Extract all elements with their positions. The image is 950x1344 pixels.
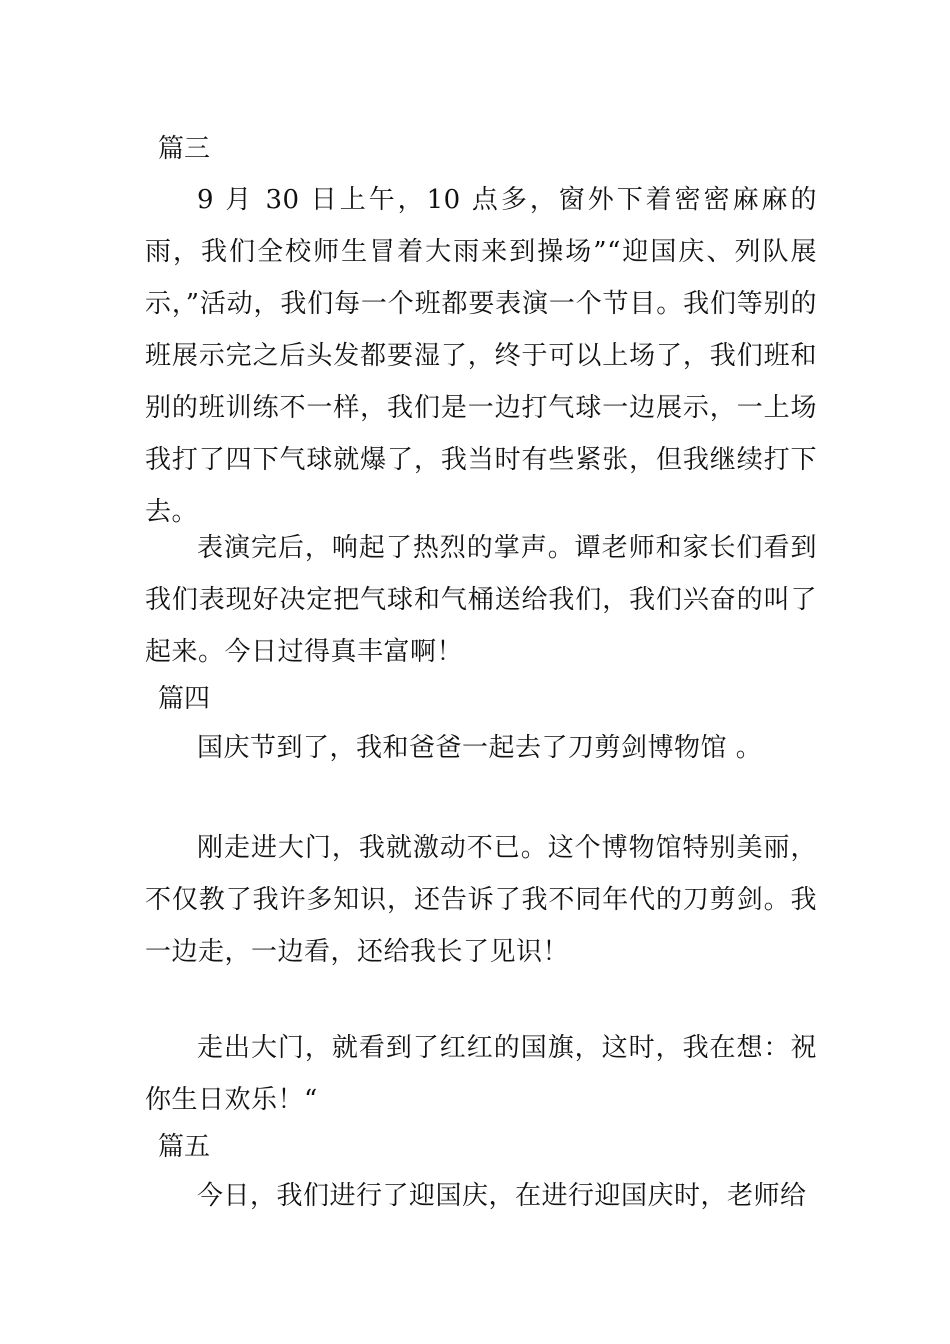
paragraph: 国庆节到了，我和爸爸一起去了刀剪剑博物馆 。: [197, 733, 763, 763]
section-heading-3: 篇三: [158, 134, 211, 164]
paragraph: 今日，我们进行了迎国庆，在进行迎国庆时，老师给: [197, 1181, 807, 1211]
section-heading-4: 篇四: [158, 684, 211, 714]
paragraph: 9 月 30 日上午，10 点多，窗外下着密密麻麻的雨，我们全校师生冒着大雨来到操场”“迎国庆、列队展示，”活动，我们每一个班都要表演一个节目。我们等别的班展示完之后头发都要湿了，终于可以上场了，我们班和别的班训练不一样，我们是一边打气球一边展示，一上场我打了四下气球就爆了，我当时有些紧张，但我继续打下去。: [145, 185, 817, 527]
paragraph: 走出大门，就看到了红红的国旗，这时，我在想：祝你生日欢乐！“: [145, 1033, 817, 1115]
section-heading-5: 篇五: [158, 1132, 211, 1162]
paragraph: 刚走进大门，我就激动不已。这个博物馆特别美丽，不仅教了我许多知识，还告诉了我不同年代的刀剪剑。我一边走，一边看，还给我长了见识！: [145, 833, 817, 967]
paragraph: 表演完后，响起了热烈的掌声。谭老师和家长们看到我们表现好决定把气球和气桶送给我们，我们兴奋的叫了起来。今日过得真丰富啊！: [145, 533, 817, 667]
